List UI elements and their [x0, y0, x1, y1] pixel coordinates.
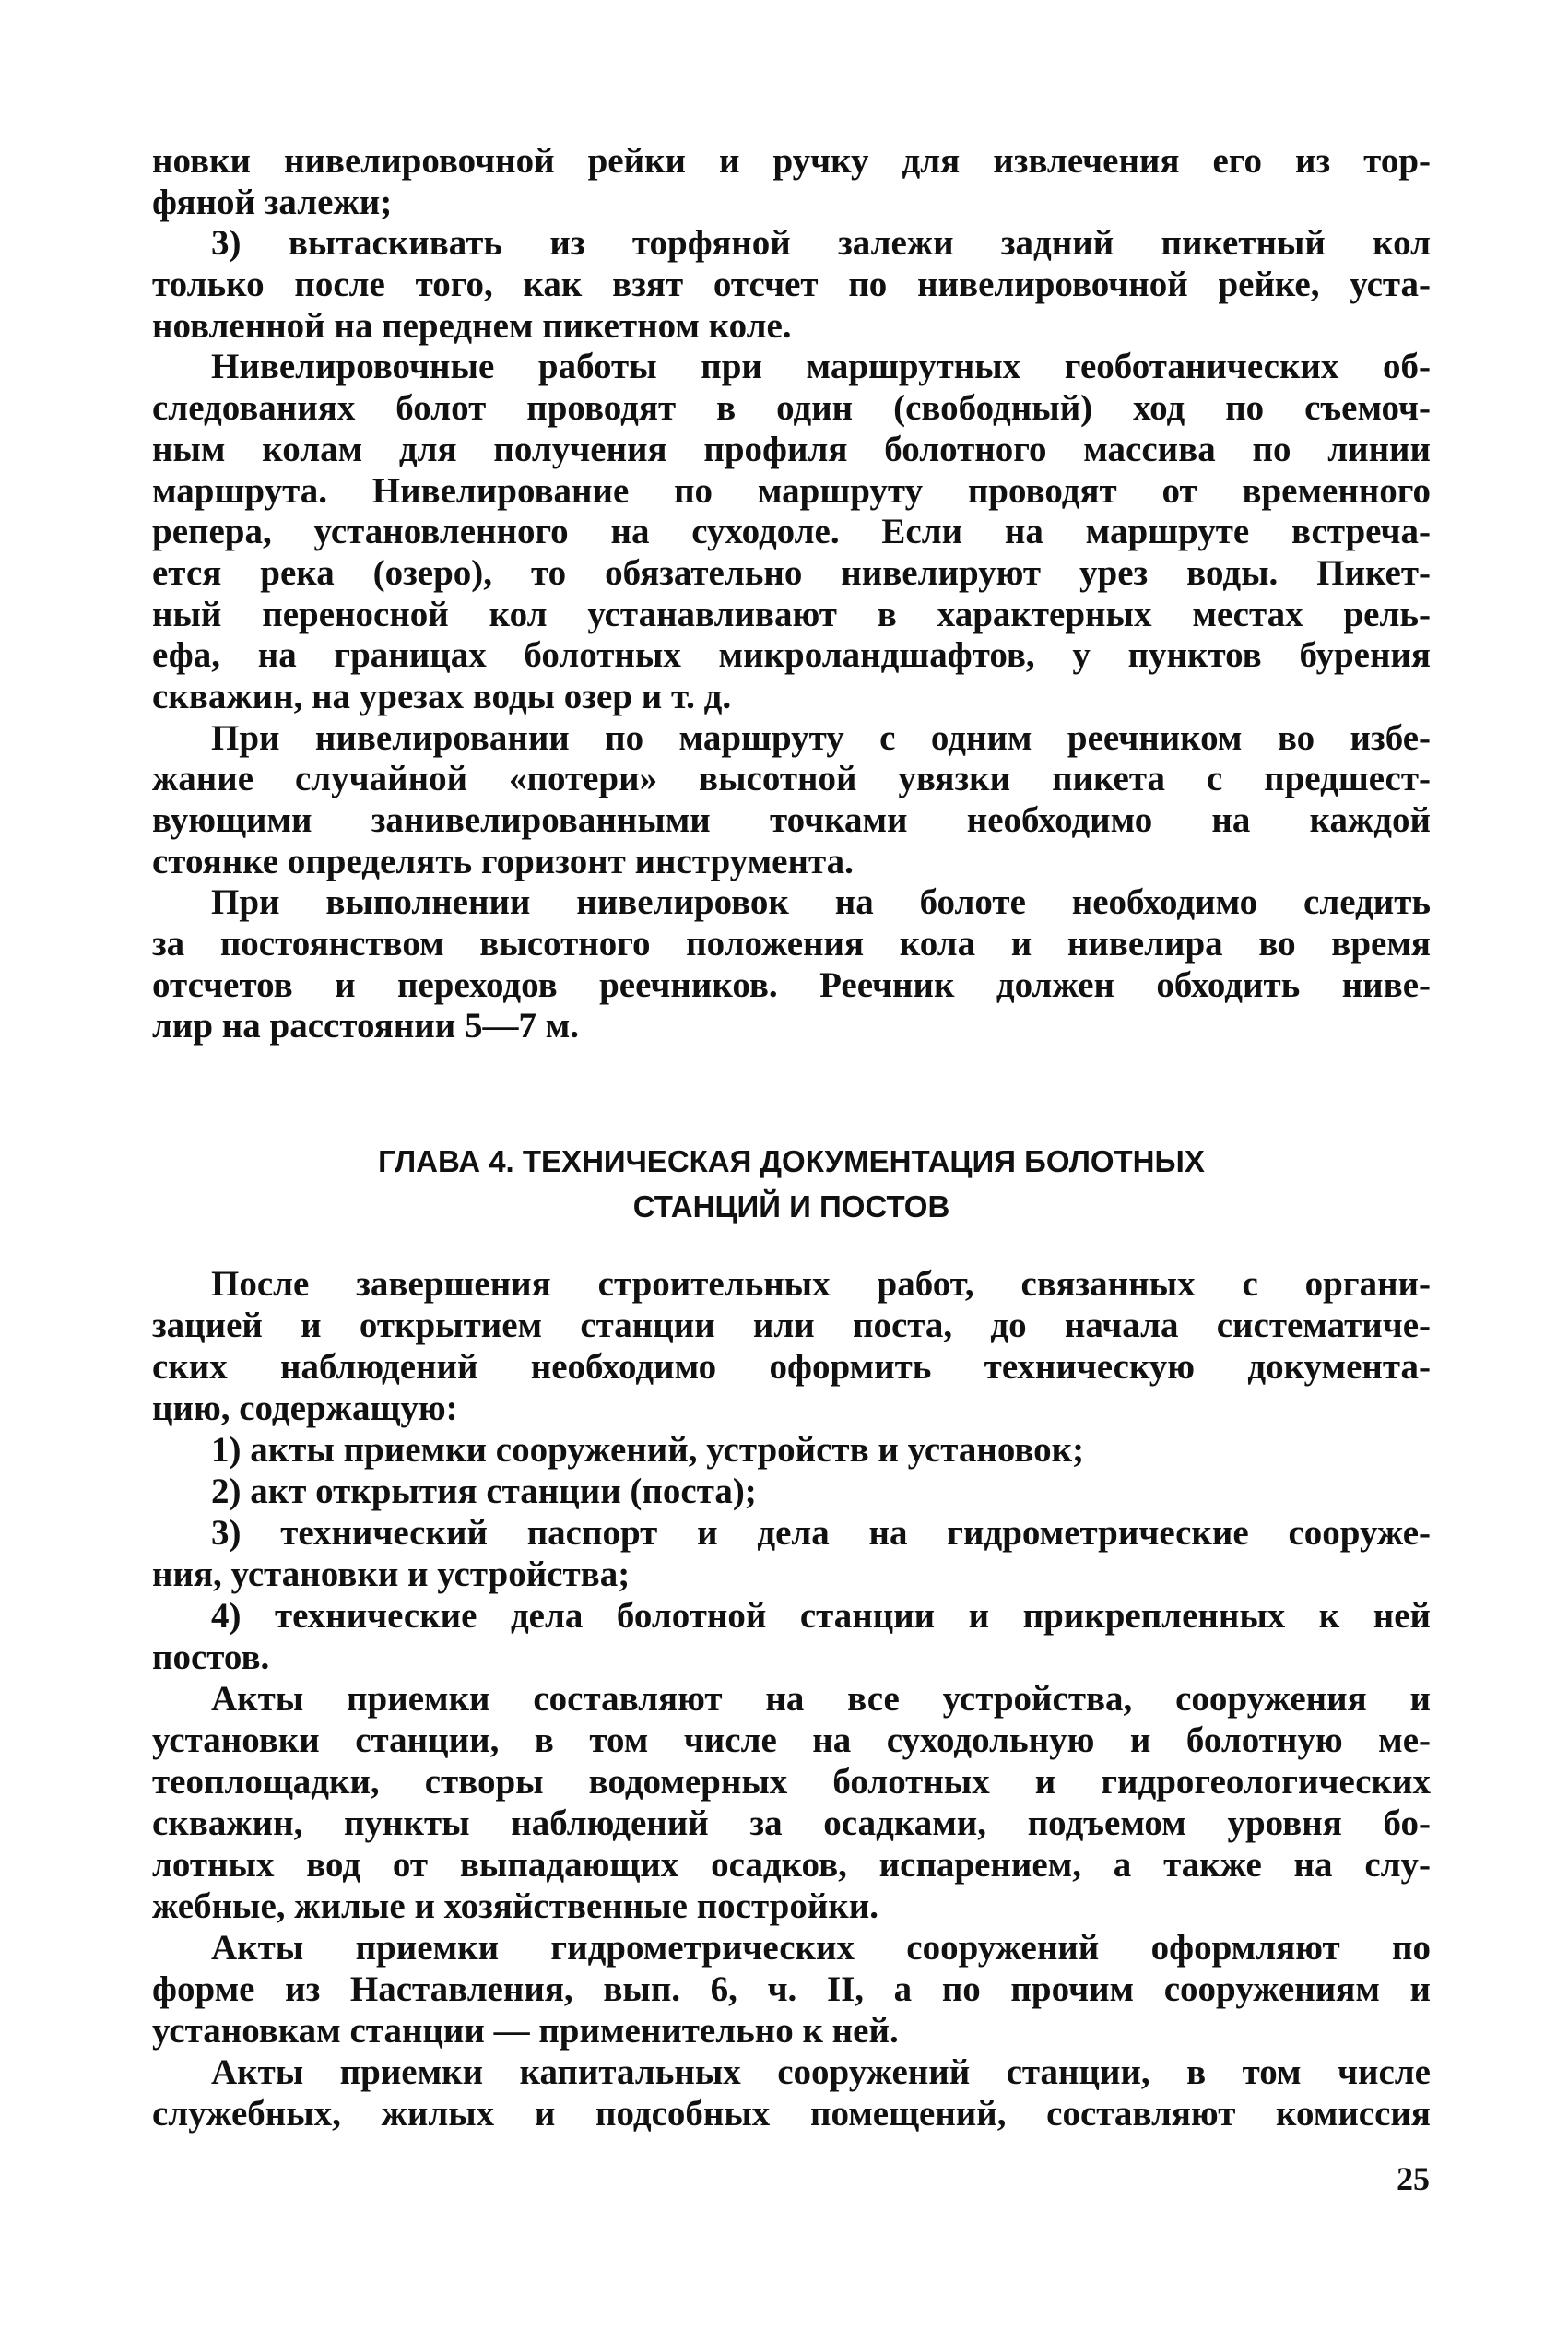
text-line: жание случайной «потери» высотной увязки пикета с предшест- — [152, 759, 1431, 799]
text-line: лир на расстоянии 5—7 м. — [152, 1006, 580, 1046]
chapter-heading-line-1: ГЛАВА 4. ТЕХНИЧЕСКАЯ ДОКУМЕНТАЦИЯ БОЛОТНЫХ — [378, 1144, 1205, 1178]
paragraph — [152, 347, 1431, 717]
text-line: форме из Наставления, вып. 6, ч. II, а по прочим сооружениям и — [152, 1969, 1431, 2009]
text-line: маршрута. Нивелирование по маршруту проводят от временного — [152, 470, 1431, 511]
text-line: Акты приемки капитальных сооружений станции, в том числе — [211, 2052, 1431, 2092]
paragraph — [152, 1927, 1431, 2051]
text-line: лотных вод от выпадающих осадков, испарением, а также на слу- — [152, 1845, 1431, 1885]
text-line: ния, установки и устройства; — [152, 1555, 631, 1594]
text-line: Нивелировочные работы при маршрутных геоботанических об- — [211, 347, 1431, 387]
text-line: ских наблюдений необходимо оформить техническую документа- — [152, 1347, 1431, 1387]
paragraph — [152, 1678, 1431, 1927]
text-line: 1) акты приемки сооружений, устройств и установок; — [211, 1430, 1085, 1470]
text-line: зацией и открытием станции или поста, до начала систематиче- — [152, 1306, 1431, 1345]
text-line: Акты приемки составляют на все устройства, сооружения и — [211, 1679, 1431, 1719]
text-line: вующими занивелированными точками необходимо на каждой — [152, 800, 1431, 840]
text-line: ный переносной кол устанавливают в характерных местах рель- — [152, 594, 1431, 634]
text-line: установкам станции — применительно к ней. — [152, 2011, 899, 2051]
paragraph — [152, 882, 1431, 1047]
text-line: постов. — [152, 1637, 270, 1677]
paragraph — [152, 718, 1431, 883]
text-line: только после того, как взят отсчет по нивелировочной рейке, уста- — [152, 265, 1431, 305]
body-text-section-2 — [152, 1263, 1431, 2134]
text-line: 2) акт открытия станции (поста); — [211, 1472, 757, 1511]
body-text-section-1 — [152, 141, 1431, 1047]
text-line: После завершения строительных работ, связанных с органи- — [211, 1264, 1431, 1304]
text-line: новки нивелировочной рейки и ручку для извлечения его из тор- — [152, 141, 1431, 181]
text-line: скважин, пункты наблюдений за осадками, подъемом уровня бо- — [152, 1803, 1431, 1843]
text-line: ется река (озеро), то обязательно нивелируют урез воды. Пикет- — [152, 552, 1431, 593]
text-line: При выполнении нивелировок на болоте необходимо следить — [211, 882, 1431, 923]
text-line: служебных, жилых и подсобных помещений, составляют комиссия — [152, 2094, 1431, 2134]
paragraph — [152, 2051, 1431, 2134]
text-line: теоплощадки, створы водомерных болотных и гидрогеологических — [152, 1762, 1431, 1802]
text-line: репера, установленного на суходоле. Если на маршруте встреча- — [152, 512, 1431, 552]
paragraph — [152, 1429, 1431, 1471]
text-line: жебные, жилые и хозяйственные постройки. — [152, 1886, 878, 1926]
paragraph — [152, 1595, 1431, 1678]
text-line: 3) технический паспорт и дела на гидрометрические сооруже- — [211, 1513, 1431, 1553]
text-line: новленной на переднем пикетном коле. — [152, 305, 792, 346]
paragraph — [152, 1512, 1431, 1595]
text-line: 3) вытаскивать из торфяной залежи задний пикетный кол — [211, 223, 1431, 264]
text-line: следованиях болот проводят в один (свободный) ход по съемоч- — [152, 388, 1431, 429]
text-line: ефа, на границах болотных микроландшафтов, у пунктов бурения — [152, 635, 1431, 676]
text-line: ным колам для получения профиля болотного массива по линии — [152, 429, 1431, 469]
paragraph — [152, 1263, 1431, 1429]
text-line: за постоянством высотного положения кола и нивелира во время — [152, 924, 1431, 964]
page-number: 25 — [1397, 2160, 1430, 2197]
chapter-heading-line-2: СТАНЦИЙ И ПОСТОВ — [632, 1189, 950, 1224]
paragraph — [152, 141, 1431, 223]
paragraph — [152, 223, 1431, 347]
text-line: Акты приемки гидрометрических сооружений оформляют по — [211, 1928, 1431, 1968]
text-line: При нивелировании по маршруту с одним реечником во избе- — [211, 717, 1431, 758]
text-line: стоянке определять горизонт инструмента. — [152, 841, 854, 881]
paragraph — [152, 1471, 1431, 1512]
text-line: цию, содержащую: — [152, 1389, 458, 1428]
text-line: скважин, на урезах воды озер и т. д. — [152, 676, 732, 716]
text-line: 4) технические дела болотной станции и прикрепленных к ней — [211, 1596, 1431, 1636]
text-line: фяной залежи; — [152, 182, 393, 222]
text-line: установки станции, в том числе на суходольную и болотную ме- — [152, 1720, 1431, 1760]
chapter-heading — [152, 1139, 1431, 1229]
text-line: отсчетов и переходов реечников. Реечник должен обходить ниве- — [152, 964, 1431, 1005]
